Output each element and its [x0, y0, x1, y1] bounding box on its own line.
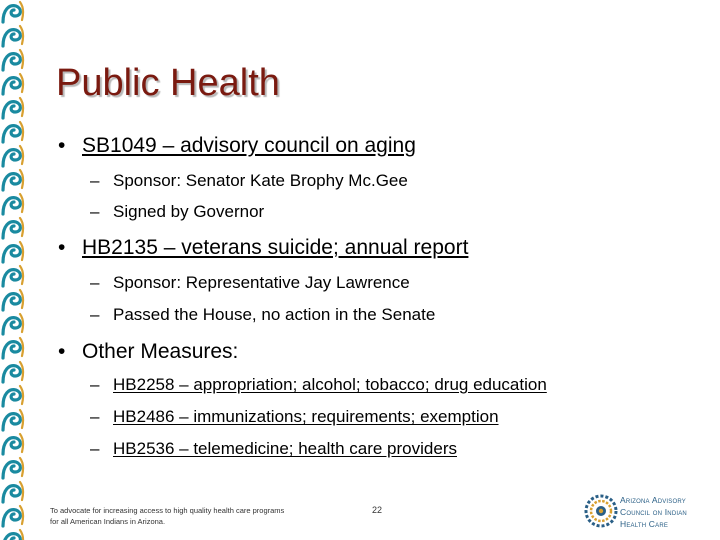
list-item: Other Measures:	[82, 340, 239, 363]
sub-list-item: Sponsor: Senator Kate Brophy Mc.Gee	[113, 171, 408, 190]
dash-icon: –	[90, 171, 100, 190]
logo	[584, 492, 714, 532]
logo-line: Council on Indian	[620, 507, 687, 517]
dash-icon: –	[90, 202, 100, 221]
dash-icon: –	[90, 439, 100, 458]
footer-mission: To advocate for increasing access to high quality health care programs for all American Indians in Arizona.	[50, 506, 285, 526]
logo-seal-icon	[584, 494, 618, 528]
sub-list-item: Passed the House, no action in the Senate	[113, 305, 436, 324]
dash-icon: –	[90, 407, 100, 426]
page-number: 22	[372, 505, 383, 515]
list-item: HB2135 – veterans suicide; annual report	[82, 236, 469, 259]
slide-title: Public Health	[56, 62, 280, 104]
decorative-border	[0, 0, 26, 540]
logo-text	[620, 494, 687, 530]
bullet-icon: •	[58, 134, 66, 157]
sub-list-item: Signed by Governor	[113, 202, 265, 221]
sub-list-item: HB2258 – appropriation; alcohol; tobacco; drug education	[113, 375, 547, 394]
dash-icon: –	[90, 375, 100, 394]
sub-list-item: Sponsor: Representative Jay Lawrence	[113, 273, 410, 292]
logo-line: Health Care	[620, 519, 669, 529]
dash-icon: –	[90, 305, 100, 324]
sub-list-item: HB2536 – telemedicine; health care providers	[113, 439, 457, 458]
bullet-icon: •	[58, 340, 66, 363]
list-item: SB1049 – advisory council on aging	[82, 134, 416, 157]
logo-line: Arizona Advisory	[620, 495, 686, 505]
sub-list-item: HB2486 – immunizations; requirements; exemption	[113, 407, 499, 426]
dash-icon: –	[90, 273, 100, 292]
bullet-icon: •	[58, 236, 66, 259]
